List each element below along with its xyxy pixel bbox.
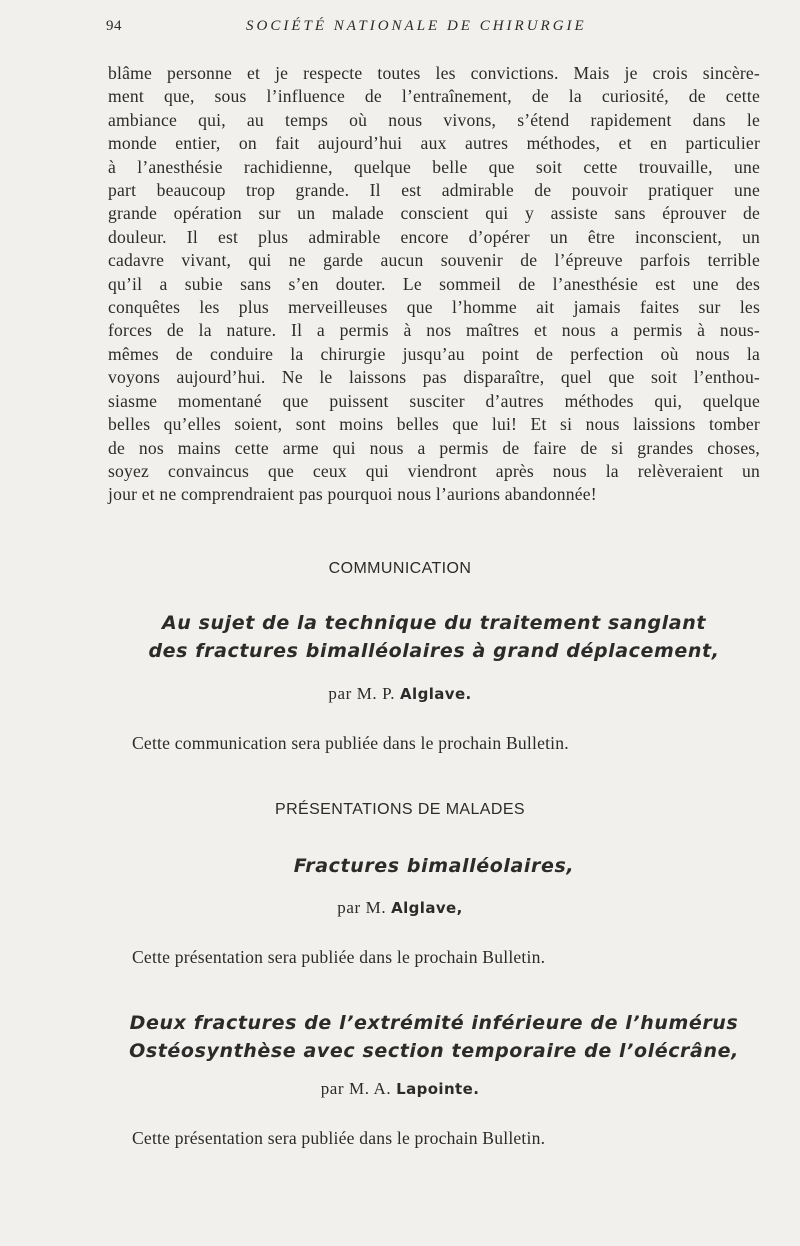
- presentation-1-note: Cette présentation sera publiée dans le prochain Bulletin.: [132, 947, 546, 967]
- body-line: part beaucoup trop grande. Il est admirable de pouvoir pratiquer une: [108, 180, 760, 201]
- presentation-2-note: Cette présentation sera publiée dans le prochain Bulletin.: [132, 1128, 546, 1148]
- body-line: qu’il a subie sans s’en douter. Le sommeil de l’anesthésie est une des: [108, 273, 760, 294]
- author-name: Alglave,: [391, 899, 463, 917]
- body-paragraph: [108, 62, 760, 507]
- body-line: cadavre vivant, qui ne garde aucun souvenir de l’épreuve parfois terrible: [108, 250, 760, 271]
- author-name: Lapointe.: [396, 1080, 480, 1098]
- communication-title-line-1: Au sujet de la technique du traitement sanglant: [161, 612, 707, 634]
- body-line: siasme momentané que puissent susciter d’autres méthodes qui, quelque: [108, 390, 760, 411]
- presentation-2-title-line-1: Deux fractures de l’extrémité inférieure de l’humérus: [129, 1012, 739, 1034]
- section-heading-presentations: PRÉSENTATIONS DE MALADES: [275, 801, 525, 818]
- body-line: monde entier, on fait aujourd’hui aux autres méthodes, et en particulier: [108, 133, 760, 154]
- presentation-1-title: Fractures bimalléolaires,: [293, 855, 575, 877]
- running-head: [106, 18, 756, 40]
- communication-author: [0, 684, 800, 704]
- author-prefix: par M. A.: [320, 1079, 392, 1098]
- page-number: 94: [106, 18, 122, 34]
- body-line: de nos mains cette arme qui nous a permis de faire de si grandes choses,: [108, 437, 760, 458]
- body-line: conquêtes les plus merveilleuses que l’homme ait jamais faites sur les: [108, 297, 760, 318]
- presentation-1-author: [0, 898, 800, 918]
- body-line: voyons aujourd’hui. Ne le laissons pas disparaître, quel que soit l’enthou-: [108, 367, 760, 388]
- body-line: ambiance qui, au temps où nous vivons, s’étend rapidement dans le: [108, 109, 760, 130]
- body-line: soyez convaincus que ceux qui viendront après nous la relèveraient un: [108, 460, 760, 481]
- body-line: douleur. Il est plus admirable encore d’opérer un être inconscient, un: [108, 226, 760, 247]
- body-line: forces de la nature. Il a permis à nos maîtres et nous a permis à nous-: [108, 320, 760, 341]
- body-line: ment que, sous l’influence de l’entraînement, de la curiosité, de cette: [108, 86, 760, 107]
- author-prefix: par M. P.: [328, 684, 396, 703]
- running-title: SOCIÉTÉ NATIONALE DE CHIRURGIE: [246, 18, 587, 34]
- body-line: grande opération sur un malade conscient qui y assiste sans éprouver de: [108, 203, 760, 224]
- body-line: belles qu’elles soient, sont moins belles que lui! Et si nous laissions tomber: [108, 414, 760, 435]
- author-prefix: par M.: [337, 898, 387, 917]
- body-line: jour et ne comprendraient pas pourquoi nous l’aurions abandonnée!: [108, 484, 597, 505]
- body-line: à l’anesthésie rachidienne, quelque belle que soit cette trouvaille, une: [108, 156, 760, 177]
- body-line: mêmes de conduire la chirurgie jusqu’au point de perfection où nous la: [108, 343, 760, 364]
- author-name: Alglave.: [400, 685, 472, 703]
- presentation-2-author: [0, 1079, 800, 1099]
- presentation-2-title-line-2: Ostéosynthèse avec section temporaire de l’olécrâne,: [129, 1040, 739, 1062]
- section-heading-communication: COMMUNICATION: [328, 560, 472, 577]
- communication-title-line-2: des fractures bimalléolaires à grand déplacement,: [148, 640, 720, 662]
- communication-note: Cette communication sera publiée dans le prochain Bulletin.: [132, 733, 569, 753]
- body-line: blâme personne et je respecte toutes les convictions. Mais je crois sincère-: [108, 63, 760, 83]
